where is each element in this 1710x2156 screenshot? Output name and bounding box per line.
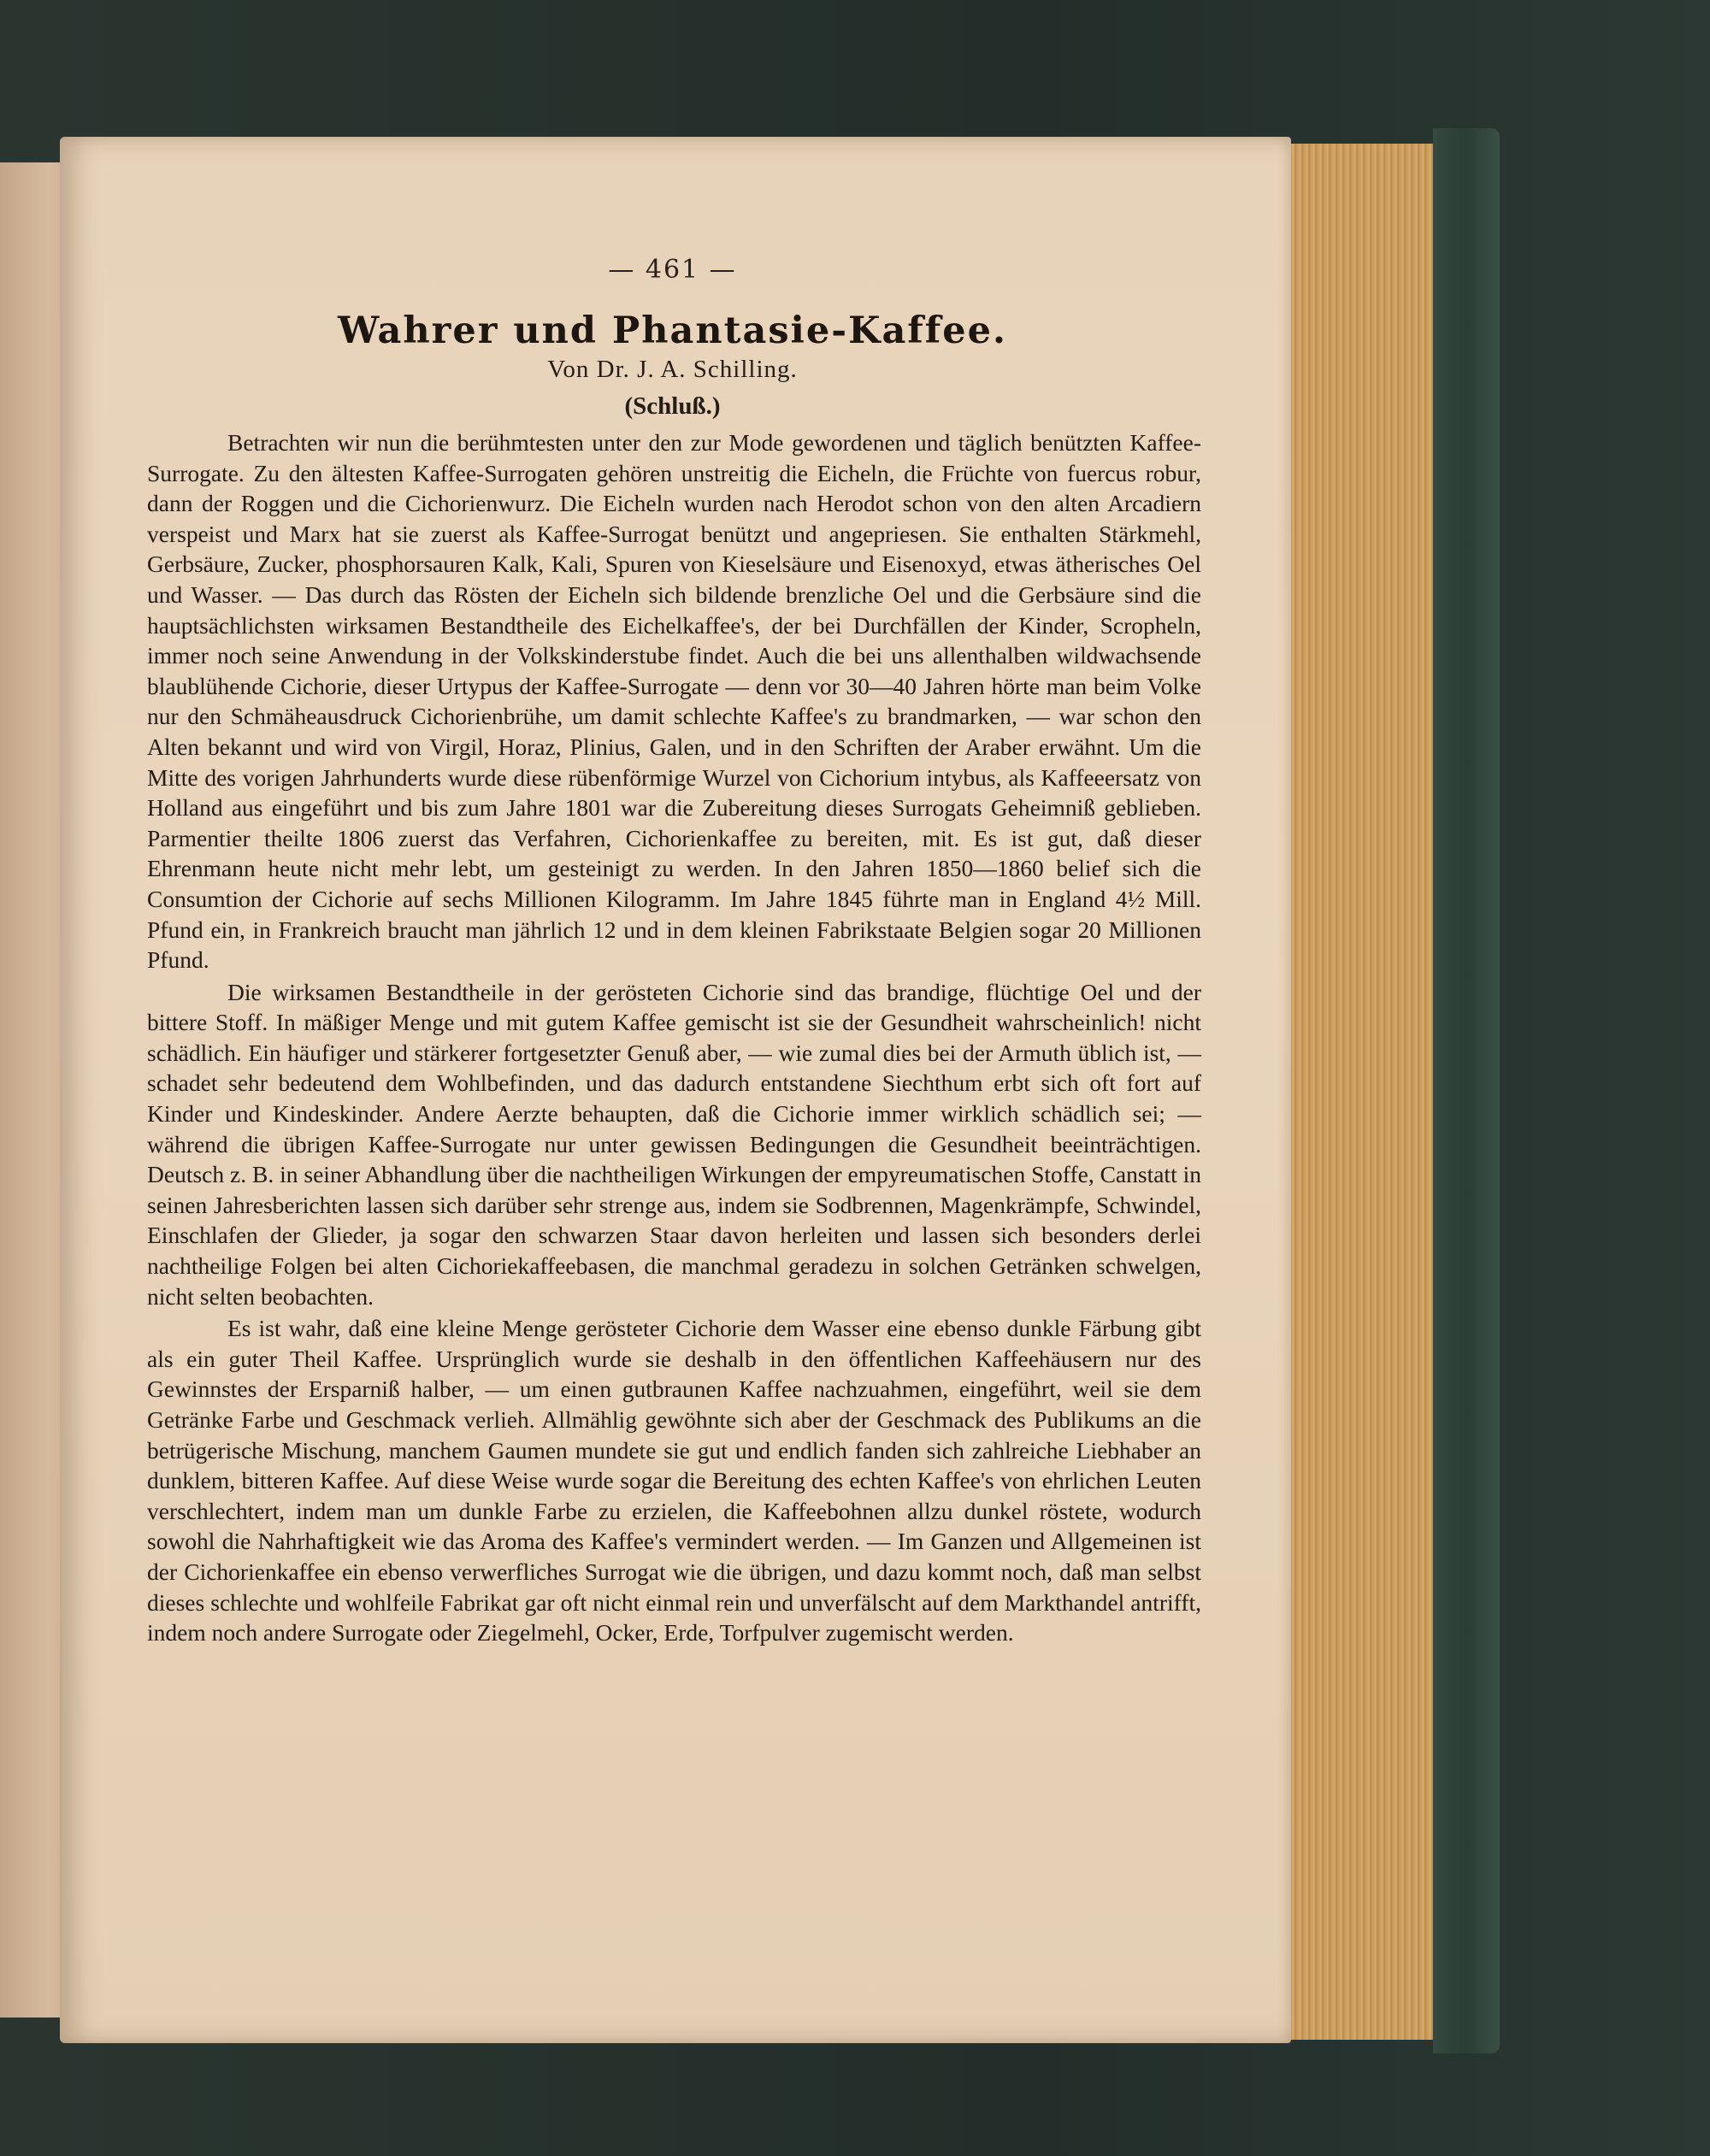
article-subtitle: (Schluß.): [624, 392, 721, 420]
article-byline: Von Dr. J. A. Schilling.: [547, 356, 798, 383]
paragraph-1: Betrachten wir nun die berühmtesten unter den zur Mode gewordenen und täglich benützten Kaffee-Surrogate. Zu den ältesten Kaffee-Surrogaten gehören unstreitig die Eicheln, die Früchte von fuercus robur, dann der Roggen und die Cichorienwurz. Die Eicheln wurden nach Herodot schon von den alten Arcadiern verspeist und Marx hat sie zuerst als Kaffee-Surrogat benützt und angepriesen. Sie enthalten Stärkmehl, Gerbsäure, Zucker, phosphorsauren Kalk, Kali, Spuren von Kieselsäure und Eisenoxyd, etwas ätherisches Oel und Wasser. — Das durch das Rösten der Eicheln sich bildende brenzliche Oel und die Gerbsäure sind die hauptsächlichsten wirksamen Bestandtheile des Eichelkaffee's, der bei Durchfällen der Kinder, Scropheln, immer noch seine Anwendung in der Volkskinderstube findet. Auch die bei uns allenthalben wildwachsende blaublühende Cichorie, dieser Urtypus der Kaffee-Surrogate — denn vor 30—40 Jahren hörte man beim Volke nur den Schmäheausdruck Cichorienbrühe, um damit schlechte Kaffee's zu brandmarken, — war schon den Alten bekannt und wird von Virgil, Horaz, Plinius, Galen, und in den Schriften der Araber erwähnt. Um die Mitte des vorigen Jahrhunderts wurde diese rübenförmige Wurzel von Cichorium intybus, als Kaffeeersatz von Holland aus eingeführt und bis zum Jahre 1801 war die Zubereitung dieses Surrogats Geheimniß geblieben. Parmentier theilte 1806 zuerst das Verfahren, Cichorienkaffee zu bereiten, mit. Es ist gut, daß dieser Ehrenmann heute nicht mehr lebt, um gesteinigt zu werden. In den Jahren 1850—1860 belief sich die Consumtion der Cichorie auf sechs Millionen Kilogramm. Im Jahre 1845 führte man in England 4½ Mill. Pfund ein, in Frankreich braucht man jährlich 12 und in dem kleinen Fabrikstaate Belgien sogar 20 Millionen Pfund.: [147, 429, 1201, 974]
page-number: — 461 —: [608, 255, 737, 285]
paragraph-2: Die wirksamen Bestandtheile in der gerösteten Cichorie sind das brandige, flüchtige Oel und der bittere Stoff. In mäßiger Menge und mit gutem Kaffee gemischt ist sie der Gesundheit wahrscheinlich! nicht schädlich. Ein häufiger und stärkerer fortgesetzter Genuß aber, — wie zumal dies bei der Armuth üblich ist, — schadet sehr bedeutend dem Wohlbefinden, und das dadurch entstandene Siechthum erbt sich oft fort auf Kinder und Kindeskinder. Andere Aerzte behaupten, daß die Cichorie immer wirklich schädlich sei; — während die übrigen Kaffee-Surrogate nur unter gewissen Bedingungen die Gesundheit beeinträchtigen. Deutsch z. B. in seiner Abhandlung über die nachtheiligen Wirkungen der empyreumatischen Stoffe, Canstatt in seinen Jahresberichten lassen sich darüber sehr strenge aus, indem sie Sodbrennen, Magenkrämpfe, Schwindel, Einschlafen der Glieder, ja sogar den schwarzen Staar davon herleiten und lassen sich besonders derlei nachtheilige Folgen bei alten Cichoriekaffeebasen, die manchmal geradezu in solchen Getränken schwelgen, nicht selten beobachten.: [147, 978, 1201, 1310]
page-block-edges: [1289, 144, 1436, 2040]
article-title: Wahrer und Phantasie-Kaffee.: [338, 309, 1007, 352]
article-body: [147, 427, 1201, 1648]
paragraph-3: Es ist wahr, daß eine kleine Menge gerösteter Cichorie dem Wasser eine ebenso dunkle Färbung gibt als ein guter Theil Kaffee. Ursprünglich wurde sie deshalb in den öffentlichen Kaffeehäusern nur des Gewinnstes der Ersparniß halber, — um einen gutbraunen Kaffee nachzuahmen, eingeführt, weil sie dem Getränke Farbe und Geschmack verlieh. Allmählig gewöhnte sich aber der Geschmack des Publikums an die betrügerische Mischung, manchem Gaumen mundete sie gut und endlich fanden sich zahlreiche Liebhaber an dunklem, bitteren Kaffee. Auf diese Weise wurde sogar die Bereitung des echten Kaffee's von ehrlichen Leuten verschlechtert, indem man um dunkle Farbe zu erzielen, die Kaffeebohnen allzu dunkel röstete, wodurch sowohl die Nahrhaftigkeit wie das Aroma des Kaffee's vermindert werden. — Im Ganzen und Allgemeinen ist der Cichorienkaffee ein ebenso verwerfliches Surrogat wie die übrigen, und dazu kommt noch, daß man selbst dieses schlechte und wohlfeile Fabrikat gar oft nicht einmal rein und unverfälscht auf dem Markthandel antrifft, indem noch andere Surrogate oder Ziegelmehl, Ocker, Erde, Torfpulver zugemischt werden.: [147, 1315, 1201, 1646]
book-cover: [1433, 128, 1500, 2053]
